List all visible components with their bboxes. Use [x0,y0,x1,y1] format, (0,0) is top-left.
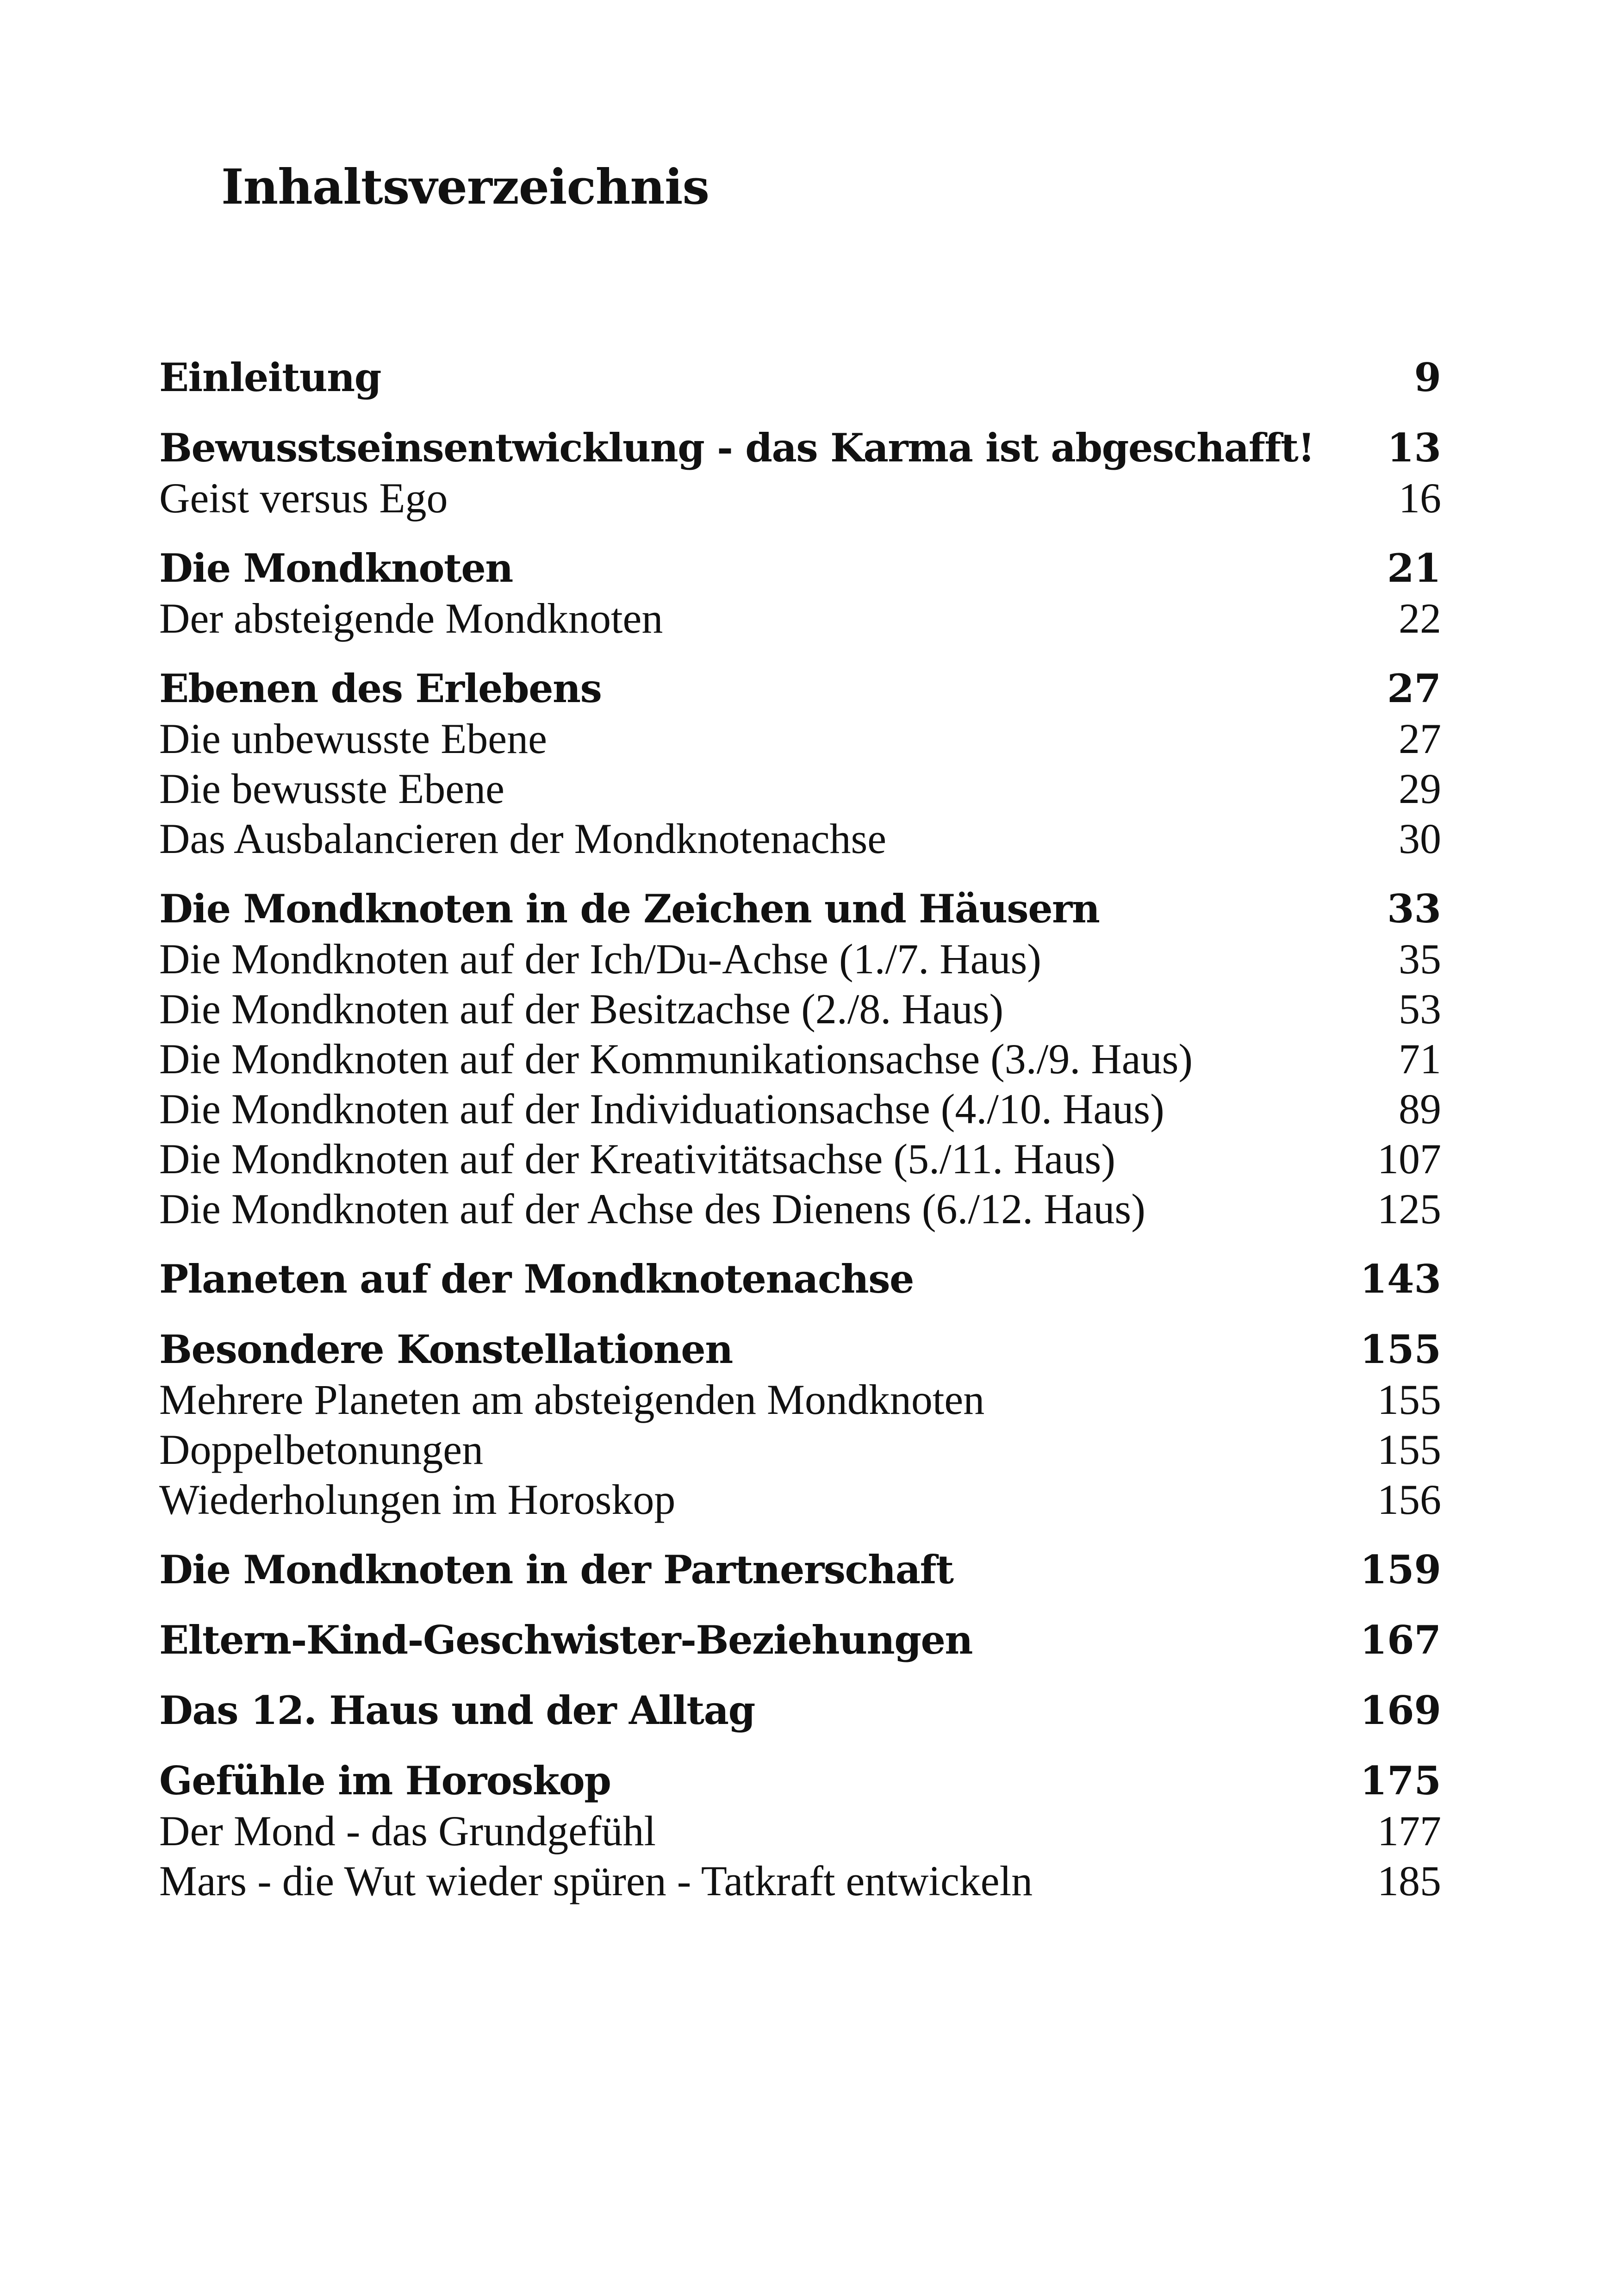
toc-section [159,1325,1441,1524]
page-number: 155 [1360,1326,1441,1372]
page-number: 27 [1399,715,1441,762]
page-number: 159 [1360,1547,1441,1593]
page-number: 185 [1377,1857,1441,1904]
entry-title: Die unbewusste Ebene [159,715,547,762]
entry-title: Mars - die Wut wieder spüren - Tatkraft entwickeln [159,1857,1033,1904]
page-number: 21 [1387,545,1441,591]
toc-section-heading[interactable] [159,423,1441,473]
page-title: Inhaltsverzeichnis [221,158,709,215]
toc-entry[interactable] [159,1806,1441,1856]
entry-title: Doppelbetonungen [159,1426,484,1473]
toc-entry[interactable] [159,1084,1441,1134]
page-number: 27 [1387,666,1441,711]
entry-title: Der Mond - das Grundgefühl [159,1807,656,1854]
toc-section [159,664,1441,864]
entry-title: Wiederholungen im Horoskop [159,1476,676,1523]
toc-entry[interactable] [159,764,1441,814]
page-number: 155 [1377,1426,1441,1473]
toc-entry[interactable] [159,1475,1441,1524]
entry-title: Die Mondknoten auf der Kommunikationsachse (3./9. Haus) [159,1035,1193,1083]
page-number: 175 [1360,1758,1441,1804]
entry-title: Die bewusste Ebene [159,765,504,812]
entry-title: Die Mondknoten auf der Kreativitätsachse (5./11. Haus) [159,1135,1115,1182]
toc-entry[interactable] [159,984,1441,1034]
page-number: 9 [1414,355,1441,400]
toc-entry[interactable] [159,1425,1441,1475]
entry-title: Die Mondknoten auf der Besitzachse (2./8. Haus) [159,985,1004,1033]
toc-section-heading[interactable] [159,1325,1441,1375]
entry-title: Geist versus Ego [159,474,448,522]
entry-title: Das Ausbalancieren der Mondknotenachse [159,815,887,862]
page-number: 30 [1399,815,1441,862]
page-number: 177 [1377,1807,1441,1854]
toc-entry[interactable] [159,814,1441,864]
entry-title: Die Mondknoten auf der Achse des Dienens (6./12. Haus) [159,1185,1145,1232]
page-number: 35 [1399,935,1441,983]
toc-section [159,1615,1441,1665]
section-title: Die Mondknoten in der Partnerschaft [159,1547,953,1593]
section-title: Gefühle im Horoskop [159,1758,611,1804]
section-title: Die Mondknoten in de Zeichen und Häusern [159,886,1100,932]
toc-entry[interactable] [159,1134,1441,1184]
page-number: 22 [1399,595,1441,642]
page-number: 29 [1399,765,1441,812]
page-number: 155 [1377,1376,1441,1423]
toc-section-heading[interactable] [159,543,1441,593]
page-number: 167 [1360,1617,1441,1663]
toc-entry[interactable] [159,714,1441,764]
page-number: 33 [1387,886,1441,932]
toc-entry[interactable] [159,593,1441,643]
section-title: Besondere Konstellationen [159,1326,733,1372]
page-number: 16 [1399,474,1441,522]
toc-section [159,1756,1441,1906]
toc-section-heading[interactable] [159,884,1441,934]
section-title: Die Mondknoten [159,545,513,591]
toc-section [159,884,1441,1234]
toc-section-heading[interactable] [159,1615,1441,1665]
toc-entry[interactable] [159,1856,1441,1906]
section-title: Bewusstseinsentwicklung - das Karma ist abgeschafft! [159,425,1314,471]
toc-section-heading[interactable] [159,1756,1441,1806]
toc-entry[interactable] [159,473,1441,523]
toc-entry[interactable] [159,1184,1441,1234]
page-number: 169 [1360,1687,1441,1733]
toc-section [159,1686,1441,1736]
section-title: Ebenen des Erlebens [159,666,602,711]
toc-section [159,543,1441,643]
toc-section [159,1254,1441,1304]
section-title: Einleitung [159,355,381,400]
page-number: 71 [1399,1035,1441,1083]
toc-section-heading[interactable] [159,1686,1441,1736]
entry-title: Der absteigende Mondknoten [159,595,663,642]
toc-section [159,423,1441,523]
entry-title: Mehrere Planeten am absteigenden Mondknoten [159,1376,985,1423]
page-number: 107 [1377,1135,1441,1182]
page-number: 53 [1399,985,1441,1033]
toc-entry[interactable] [159,1375,1441,1425]
entry-title: Die Mondknoten auf der Individuationsachse (4./10. Haus) [159,1085,1164,1132]
table-of-contents [159,353,1441,1926]
entry-title: Die Mondknoten auf der Ich/Du-Achse (1./7. Haus) [159,935,1041,983]
section-title: Planeten auf der Mondknotenachse [159,1256,914,1302]
toc-section [159,1545,1441,1595]
page-number: 125 [1377,1185,1441,1232]
section-title: Das 12. Haus und der Alltag [159,1687,755,1733]
toc-entry[interactable] [159,1034,1441,1084]
toc-entry[interactable] [159,934,1441,984]
page-number: 13 [1387,425,1441,471]
section-title: Eltern-Kind-Geschwister-Beziehungen [159,1617,972,1663]
toc-section-heading[interactable] [159,1254,1441,1304]
toc-section-heading[interactable] [159,1545,1441,1595]
toc-section-heading[interactable] [159,353,1441,403]
page-number: 89 [1399,1085,1441,1132]
toc-section-heading[interactable] [159,664,1441,714]
page-number: 156 [1377,1476,1441,1523]
toc-section [159,353,1441,403]
page-number: 143 [1360,1256,1441,1302]
